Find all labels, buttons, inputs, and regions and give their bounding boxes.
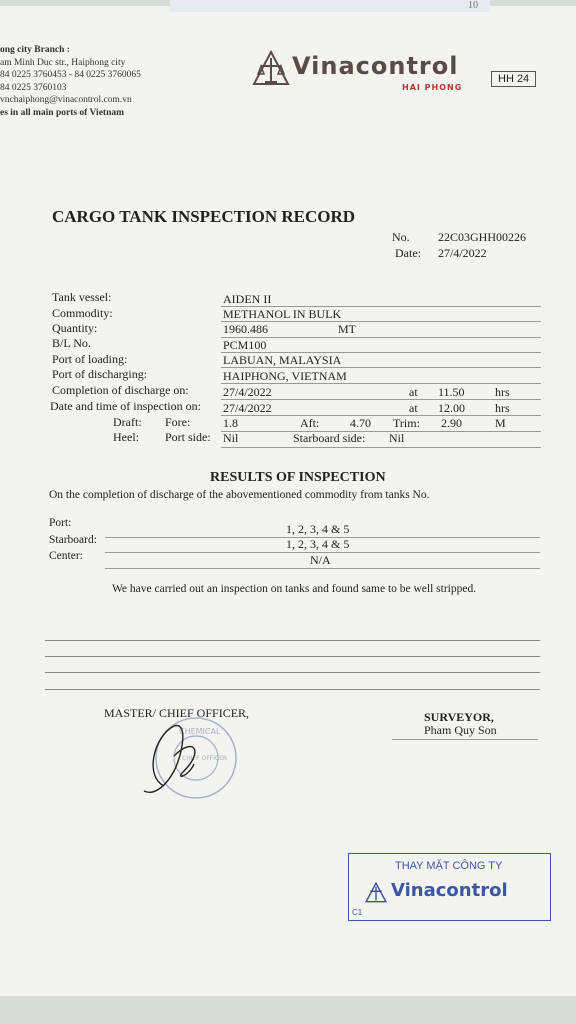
scales-icon bbox=[252, 50, 290, 88]
completion-at: at bbox=[409, 385, 418, 399]
date-label: Date: bbox=[395, 246, 421, 260]
inspection-date: 27/4/2022 bbox=[223, 401, 272, 415]
tank-vessel-label: Tank vessel: bbox=[52, 290, 112, 304]
results-intro: On the completion of discharge of the abovementioned commodity from tanks No. bbox=[49, 489, 430, 501]
blank-rule bbox=[45, 689, 540, 690]
rule bbox=[392, 739, 538, 740]
surveyor-label: SURVEYOR, bbox=[424, 710, 494, 724]
port-value: 1, 2, 3, 4 & 5 bbox=[286, 522, 350, 536]
no-value: 22C03GHH00226 bbox=[438, 230, 527, 244]
completion-label: Completion of discharge on: bbox=[52, 383, 189, 397]
completion-unit: hrs bbox=[495, 385, 510, 399]
quantity-value: 1960.486 bbox=[223, 322, 268, 336]
port-label: Port: bbox=[49, 517, 72, 529]
port-side-label: Port side: bbox=[165, 430, 211, 444]
starboard-label: Starboard: bbox=[49, 534, 97, 546]
rule bbox=[221, 383, 541, 384]
document-title: CARGO TANK INSPECTION RECORD bbox=[52, 207, 356, 226]
top-scrap-text: 10 bbox=[468, 0, 478, 11]
rule bbox=[221, 447, 541, 448]
tank-vessel-value: AIDEN II bbox=[223, 292, 272, 306]
results-heading: RESULTS OF INSPECTION bbox=[210, 470, 386, 485]
scales-icon bbox=[365, 882, 387, 904]
draft-label: Draft: bbox=[113, 415, 142, 429]
logo-word: Vinacontrol bbox=[292, 52, 459, 80]
underlying-page-edge bbox=[170, 0, 490, 12]
surveyor-name: Pham Quy Son bbox=[424, 723, 497, 737]
port-loading-value: LABUAN, MALAYSIA bbox=[223, 353, 342, 367]
blank-rule bbox=[45, 672, 540, 673]
stamp-line: THAY MẶT CÔNG TY bbox=[395, 860, 503, 872]
branch-address-block bbox=[0, 44, 141, 119]
rule bbox=[221, 321, 541, 322]
seal-inner-text: CHIEF OFFICER bbox=[182, 755, 228, 762]
rule bbox=[221, 337, 541, 338]
branch-line: vnchaiphong@vinacontrol.com.vn bbox=[0, 95, 132, 105]
blank-rule bbox=[45, 640, 540, 641]
branch-line: ong city Branch : bbox=[0, 45, 70, 55]
inspection-label: Date and time of inspection on: bbox=[50, 399, 201, 413]
rule bbox=[221, 415, 541, 416]
bl-no-value: PCM100 bbox=[223, 338, 267, 352]
stamp-code: C1 bbox=[352, 908, 363, 917]
commodity-value: METHANOL IN BULK bbox=[223, 307, 342, 321]
rule bbox=[221, 367, 541, 368]
bl-no-label: B/L No. bbox=[52, 336, 91, 350]
inspection-unit: hrs bbox=[495, 401, 510, 415]
fore-label: Fore: bbox=[165, 415, 191, 429]
no-label: No. bbox=[392, 230, 410, 244]
center-value: N/A bbox=[310, 553, 331, 567]
aft-label: Aft: bbox=[300, 416, 320, 430]
company-stamp bbox=[348, 853, 551, 921]
completion-date: 27/4/2022 bbox=[223, 385, 272, 399]
port-discharging-label: Port of discharging: bbox=[52, 367, 148, 381]
rule bbox=[105, 568, 540, 569]
inspection-statement: We have carried out an inspection on tanks and found same to be well stripped. bbox=[112, 583, 477, 595]
branch-line: am Minh Duc str., Haiphong city bbox=[0, 57, 126, 68]
port-side-value: Nil bbox=[223, 431, 239, 445]
quantity-unit: MT bbox=[338, 322, 356, 336]
aft-value: 4.70 bbox=[350, 416, 371, 430]
commodity-label: Commodity: bbox=[52, 306, 113, 320]
inspection-time: 12.00 bbox=[438, 401, 465, 415]
draft-unit: M bbox=[495, 416, 506, 430]
branch-line: 84 0225 3760103 bbox=[0, 82, 67, 93]
heel-label: Heel: bbox=[113, 430, 139, 444]
blank-rule bbox=[45, 656, 540, 657]
inspection-at: at bbox=[409, 401, 418, 415]
center-label: Center: bbox=[49, 550, 83, 562]
seal-text: CHEMICAL bbox=[179, 727, 221, 736]
quantity-label: Quantity: bbox=[52, 321, 98, 335]
rule bbox=[221, 431, 541, 432]
completion-time: 11.50 bbox=[438, 385, 465, 399]
port-discharging-value: HAIPHONG, VIETNAM bbox=[223, 369, 347, 383]
trim-label: Trim: bbox=[393, 416, 420, 430]
branch-line: 84 0225 3760453 - 84 0225 3760065 bbox=[0, 70, 141, 80]
ship-seal-stamp bbox=[134, 716, 264, 811]
port-loading-label: Port of loading: bbox=[52, 352, 128, 366]
starboard-value: 1, 2, 3, 4 & 5 bbox=[286, 537, 350, 551]
document-page bbox=[0, 6, 576, 996]
logo-sub: HAI PHONG bbox=[402, 83, 463, 92]
master-label: MASTER/ CHIEF OFFICER, bbox=[104, 706, 250, 720]
form-code: HH 24 bbox=[491, 71, 536, 87]
rule bbox=[221, 399, 541, 400]
starboard-side-label: Starboard side: bbox=[293, 431, 366, 445]
fore-value: 1.8 bbox=[223, 416, 238, 430]
trim-value: 2.90 bbox=[441, 416, 462, 430]
date-value: 27/4/2022 bbox=[438, 246, 487, 260]
branch-line: es in all main ports of Vietnam bbox=[0, 107, 125, 118]
stamp-word: Vinacontrol bbox=[391, 880, 508, 901]
starboard-side-value: Nil bbox=[389, 431, 405, 445]
